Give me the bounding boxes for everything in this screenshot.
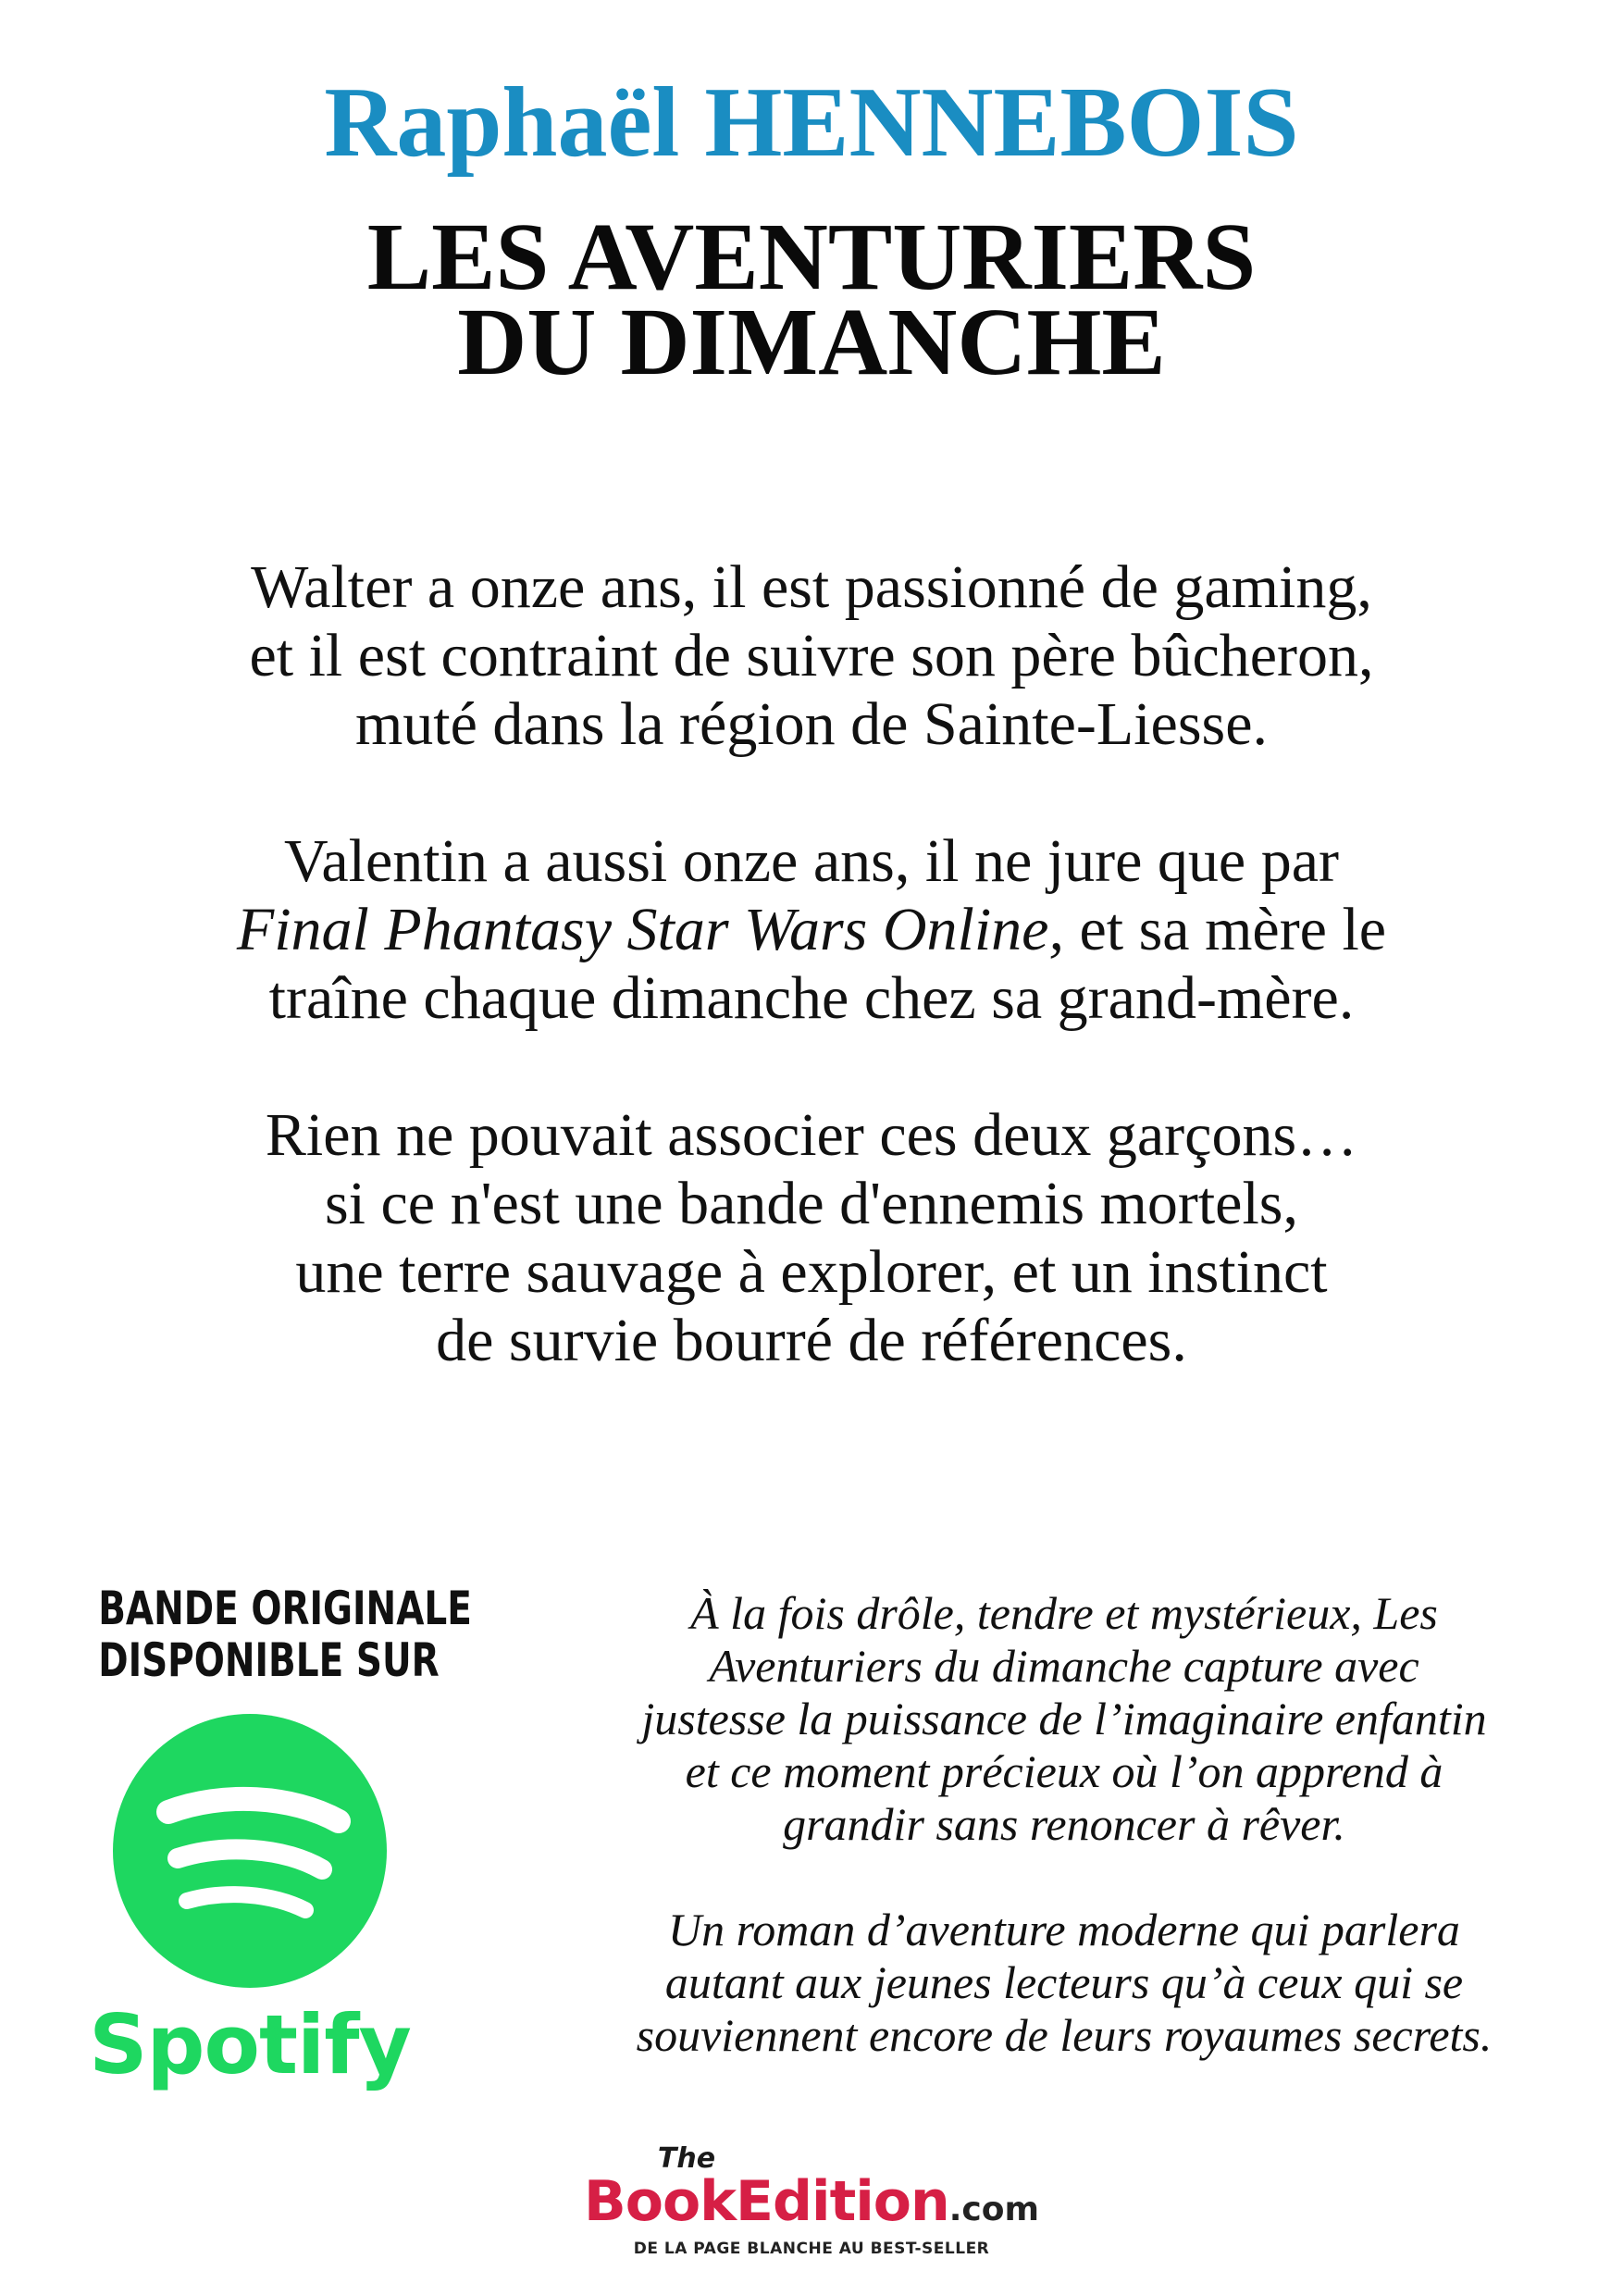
synopsis-line: traîne chaque dimanche chez sa grand-mère. xyxy=(268,964,1355,1032)
publisher-prefix: The xyxy=(657,2142,716,2175)
review-line: grandir sans renoncer à rêver. xyxy=(783,1798,1345,1850)
book-title-line-2: DU DIMANCHE xyxy=(457,289,1166,395)
soundtrack-caption-line-1: BANDE ORIGINALE xyxy=(98,1582,472,1635)
spotify-wordmark[interactable]: Spotify xyxy=(89,1997,411,2092)
synopsis-line: si ce n'est une bande d'ennemis mortels, xyxy=(324,1170,1298,1237)
review-line: souviennent encore de leurs royaumes secrets. xyxy=(636,2009,1493,2061)
publisher-brand: BookEdition xyxy=(583,2169,949,2234)
review-paragraph-1 xyxy=(555,1587,1573,1851)
synopsis-line xyxy=(93,896,1530,964)
review-line: autant aux jeunes lecteurs qu’à ceux qui se xyxy=(664,1956,1464,2008)
soundtrack-caption-line-2: DISPONIBLE SUR xyxy=(98,1633,440,1687)
game-title-italic: Final Phantasy Star Wars Online, xyxy=(236,896,1064,963)
review-line: Aventuriers du dimanche capture avec xyxy=(709,1640,1419,1692)
synopsis xyxy=(93,553,1530,1375)
synopsis-paragraph-2 xyxy=(93,827,1530,1033)
book-title xyxy=(0,204,1623,395)
review-line: et ce moment précieux où l’on apprend à xyxy=(685,1745,1443,1797)
synopsis-paragraph-1 xyxy=(93,553,1530,759)
review-line: À la fois drôle, tendre et mystérieux, Les xyxy=(690,1587,1438,1639)
publisher-tld: .com xyxy=(948,2191,1040,2228)
soundtrack-caption xyxy=(98,1582,472,1687)
synopsis-line: une terre sauvage à explorer, et un instinct xyxy=(295,1238,1328,1306)
synopsis-line: muté dans la région de Sainte-Liesse. xyxy=(354,690,1269,758)
synopsis-line: de survie bourré de références. xyxy=(436,1307,1187,1374)
publisher-logo xyxy=(0,2142,1623,2259)
synopsis-line-rest: et sa mère le xyxy=(1063,896,1387,963)
review-line: Un roman d’aventure moderne qui parlera xyxy=(668,1904,1460,1955)
publisher-tagline: DE LA PAGE BLANCHE AU BEST-SELLER xyxy=(633,2240,990,2258)
soundtrack-block[interactable] xyxy=(56,1582,472,2092)
synopsis-line: Valentin a aussi onze ans, il ne jure que par xyxy=(284,827,1339,895)
publisher-wordmark xyxy=(0,2169,1623,2239)
synopsis-line: Walter a onze ans, il est passionné de gaming, xyxy=(251,553,1372,621)
synopsis-line: Rien ne pouvait associer ces deux garçons… xyxy=(265,1101,1358,1169)
author-name: Raphaël HENNEBOIS xyxy=(324,68,1299,178)
synopsis-line: et il est contraint de suivre son père bûcheron, xyxy=(249,622,1374,689)
synopsis-paragraph-3 xyxy=(93,1101,1530,1375)
book-title-line-1: LES AVENTURIERS xyxy=(366,204,1257,310)
spotify-logo-icon[interactable] xyxy=(111,1712,389,1990)
review-blurb xyxy=(555,1587,1573,2062)
review-line: justesse la puissance de l’imaginaire enfantin xyxy=(641,1693,1487,1744)
review-paragraph-2 xyxy=(555,1904,1573,2062)
